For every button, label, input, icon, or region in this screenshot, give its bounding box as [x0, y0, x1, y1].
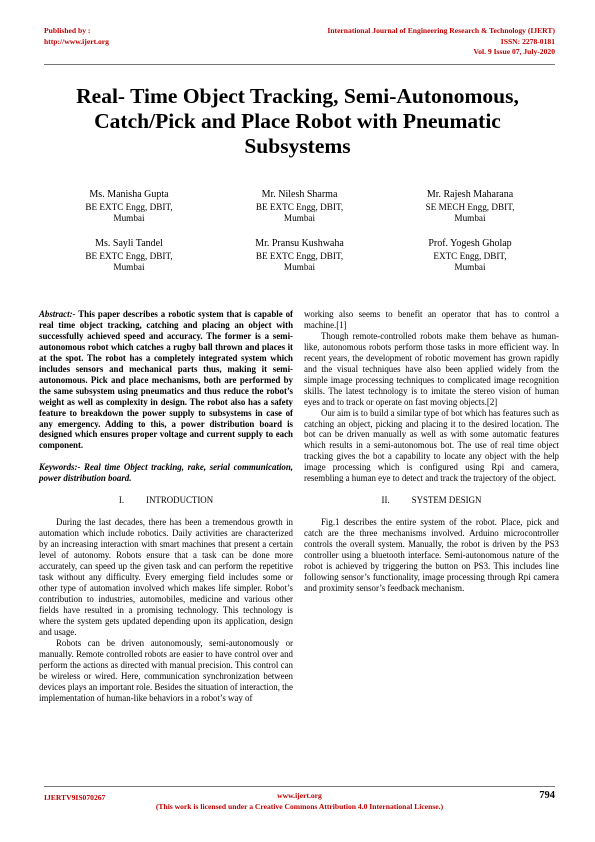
header-divider [44, 64, 555, 65]
body-paragraph: During the last decades, there has been a tremendous growth in automation which include robotics. Daily activities are characterized by an increasing interaction with smart machines that present a certain level of autonomy. Robots ensure that a task can be done more accurately, can speed up the given task and can perform the repetitive task without any difficulty. Every emerging field includes some or other type of automation involved which makes life simpler. Robot’s contribution to industries, automobiles, medicine and various other fields have resulted in a promising technology. This technology is where the system gets updated depending upon its application, design and usage. [39, 517, 293, 637]
title-line: Catch/Pick and Place Robot with Pneumatic [94, 109, 501, 133]
author-city: Mumbai [113, 213, 145, 223]
journal-name: International Journal of Engineering Research & Technology (IJERT) [327, 26, 555, 35]
title-line: Real- Time Object Tracking, Semi-Autonomous, [76, 84, 519, 108]
author-name: Mr. Nilesh Sharma [261, 189, 338, 200]
author-affiliation: BE EXTC Engg, DBIT, [255, 202, 344, 212]
keywords [39, 462, 293, 484]
issn: ISSN: 2278-0181 [500, 36, 555, 46]
section-number: II. [381, 495, 390, 506]
author-city: Mumbai [454, 262, 486, 272]
published-by: Published by : [44, 26, 91, 35]
author-row-2 [44, 238, 555, 273]
paper-title [40, 84, 555, 159]
body-paragraph: Though remote-controlled robots make them behave as human-like, autonomous robots perform those tasks in more efficient way. In recent years, the development of robotic movement has grown rapidly and the visual techniques have also been applied widely from the simple image processing techniques to complicated image recognition skills. The latest technology is to imitate the stereo vision of human eyes and to track or operate on fast moving objects.[2] [304, 330, 559, 407]
author-block [215, 189, 385, 224]
author-city: Mumbai [454, 213, 486, 223]
author-name: Ms. Manisha Gupta [89, 189, 169, 200]
abstract-label: Abstract:- [39, 309, 76, 319]
volume-issue: Vol. 9 Issue 07, July-2020 [473, 47, 555, 56]
author-block [385, 238, 555, 273]
footer-divider [44, 786, 555, 787]
keywords-text: Real time Object tracking, rake, serial communication, power distribution board [39, 462, 293, 484]
body-paragraph: Robots can be driven autonomously, semi-autonomously or manually. Remote controlled robots are easier to have control over and perform the actions as directed with manual precision. This control can be wireless or wired. Here, communication synchronization between devices plays an important role. Besides the situation of interaction, the implementation of human-like behaviors in a robot’s way of [39, 637, 293, 703]
section-number: I. [118, 495, 125, 506]
author-block [44, 238, 214, 273]
footer-center [44, 790, 555, 812]
left-column [39, 309, 293, 703]
author-city: Mumbai [113, 262, 145, 272]
section-heading-introduction [39, 495, 293, 506]
license-note: (This work is licensed under a Creative Commons Attribution 4.0 International License.) [155, 802, 444, 811]
header-right [327, 26, 555, 58]
author-name: Prof. Yogesh Gholap [428, 238, 512, 249]
keywords-label: Keywords:- [39, 462, 81, 473]
author-city: Mumbai [283, 213, 316, 223]
footer-site-link[interactable]: www.ijert.org [277, 791, 322, 800]
author-block [215, 238, 385, 273]
body-paragraph-continued: working also seems to benefit an operator that has to control a machine.[1] [304, 309, 559, 330]
author-affiliation: BE EXTC Engg, DBIT, [255, 251, 344, 261]
author-block [44, 189, 214, 224]
author-row-1 [44, 189, 555, 224]
right-column [304, 309, 559, 594]
page-number: 794 [539, 790, 555, 801]
author-name: Mr. Rajesh Maharana [426, 189, 514, 200]
section-title: INTRODUCTION [146, 495, 214, 506]
author-affiliation: SE MECH Engg, DBIT, [425, 202, 515, 212]
header-left [44, 26, 109, 47]
author-block [385, 189, 555, 224]
abstract [39, 309, 293, 451]
author-name: Ms. Sayli Tandel [95, 238, 163, 249]
section-title: SYSTEM DESIGN [411, 495, 482, 506]
body-paragraph: Fig.1 describes the entire system of the robot. Place, pick and catch are the three mechanisms involved. Arduino microcontroller controls the overall system. Manually, the robot is driven by the PS3 controller using a bluetooth interface. Semi-autonomous nature of the robot is achieved by triggering the button on PS3. This includes line following sensor’s functionality, image processing through Rpi camera and proximity sensor’s feedback mechanism. [304, 517, 559, 593]
journal-site-link[interactable]: http://www.ijert.org [44, 36, 109, 46]
page-header [44, 26, 555, 66]
paper-id: IJERTV9IS070267 [44, 793, 106, 802]
author-affiliation: EXTC Engg, DBIT, [433, 251, 507, 261]
title-line: Subsystems [244, 134, 351, 158]
page-footer [44, 790, 555, 820]
body-paragraph: Our aim is to build a similar type of bot which has features such as catching an object, picking and placing it to the desired location. The bot can be driven manually as well as with some automatic features which results in a semi-autonomous bot. The use of real time object tracking gives the bot a capability to locate any object with the help image processing which is configured using Rpi and camera, resembling a human eye to detect and track the trajectory of the object. [304, 407, 559, 484]
abstract-text: This paper describes a robotic system that is capable of real time object tracking, catching and placing an object with successfully achieved speed and accuracy. The former is a semi-autonomous robot which catches a rugby ball thrown and places it at the spot. The robot has a completely integrated system which includes sensors and mechanical parts thus, making it semi-autonomous. Pick and place mechanisms, both are performed by the same subsystem using pneumatics and thus reduce the robot’s weight as well as complexity in design. The robot also has a safety feature to breakdown the power supply to subsystems in case of any emergency. Adding to this, a power distribution board is designed which ensures proper voltage and current supply to each component. [39, 309, 293, 451]
author-affiliation: BE EXTC Engg, DBIT, [85, 202, 173, 212]
section-heading-system-design [304, 495, 559, 506]
keywords-end: . [129, 473, 132, 484]
author-name: Mr. Pransu Kushwaha [255, 238, 344, 249]
author-affiliation: BE EXTC Engg, DBIT, [85, 251, 173, 261]
author-city: Mumbai [283, 262, 316, 272]
